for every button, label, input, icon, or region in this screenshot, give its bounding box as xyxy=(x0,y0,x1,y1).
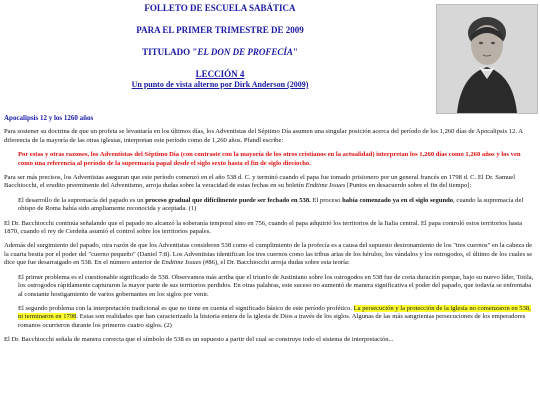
quote-4-text-b: . Estas son realidades que han caracterizado la historia entera de la iglesia de Dios a través de los siglos. Algunas de las más sangrientas persecuciones de los emperadores romanos ocurrieron durante los primeros cuatro siglos. (2) xyxy=(18,313,526,329)
quote-2-text-d: , cuando la supremacía del obispo de Roma había sido ampliamente reconocida y aceptada. (1) xyxy=(18,196,524,213)
portrait-image xyxy=(437,5,537,113)
header-line-2: PARA EL PRIMER TRIMESTRE DE 2009 xyxy=(136,25,304,35)
quote-2-text-c: El proceso xyxy=(310,196,343,204)
paragraph-2-text-b: [Puntos en desacuerdo sobre el fin del tiempo]: xyxy=(345,182,472,190)
quote-pfandl: Por estas y otras razones, los Adventistas del Séptimo Día (con contraste con la mayoría de los otros cristianos en la actualidad) interpretan los 1,260 días como 1,260 años y los ven como una referencia al período de la supremacía papal desde el siglo sexto hasta el fin de siglo dieciocho. xyxy=(18,151,521,167)
document-body xyxy=(4,114,536,351)
quote-bacchiocchi-3 xyxy=(18,305,536,330)
paragraph-2-text-a: Para ser más precisos, los Adventistas aseguran que este período comenzó en el año 538 d. C. y terminó cuando el papa fue tomado prisionero por un general francés en 1798 d. C. El Dr. Samuel Bacchiocchi, el erudito preeminente del Adventismo, arroja dudas sobre la veracidad de estas fechas en su boletín xyxy=(4,174,516,190)
quote-2-text-a: El desarrollo de la supremacía del papado es un xyxy=(18,196,146,204)
portrait-photo xyxy=(436,4,538,114)
header-line-3-suffix: " xyxy=(292,47,298,57)
paragraph-2 xyxy=(4,174,536,191)
quote-4-highlight: La persecución y la protección de la iglesia no comenzaron en 538, ni terminaron en 1798 xyxy=(18,304,531,321)
quote-bacchiocchi-2: El primer problema es el cuestionable significado de 538. Observamos más arriba que el triunfo de Justiniano sobre los ostrogodos en 538 fue de corta duración porque, bajo su nuevo líder, Totila, los ostrogodos rápidamente capturaron la mayor parte de sus territorios perdidos. En otras palabras, este suceso no aumentó de manera significativa el poder del papado, que todavía se enfrentaba al constante hostigamiento de varios gobernantes en los siglos por venir. xyxy=(18,273,534,298)
subtitle-link[interactable]: Un punto de vista alterno por Dirk Anderson (2009) xyxy=(131,80,309,89)
paragraph-5: El Dr. Bacchiocchi señala de manera correcta que el símbolo de 538 es un supuesto a partir del cual se construye todo el sistema de interpretación... xyxy=(4,336,394,344)
paragraph-4-text-a: Además del surgimiento del papado, otra razón de que los Adventistas consideren 538 como el cumplimiento de la profecía es a causa del supuesto destronamiento de los "tres cuernos" en la cabeza de la cuarta bestia por el poder del "cuerno pequeño" (Daniel 7:8). Los Adventistas identifican los tres cuernos como las tribus arias de los hérulos, los vándalos y los ostrogodos, el último de los cuales se dice que fue desarraigado en 538. En el número anterior de xyxy=(4,242,533,267)
lesson-link[interactable]: LECCIÓN 4 xyxy=(195,69,245,79)
header-line-3 xyxy=(0,46,440,58)
header-line-3-title: EL DON DE PROFECÍA xyxy=(197,47,293,57)
header-line-3-prefix: TITULADO " xyxy=(142,47,198,57)
quote-2-bold-1: proceso gradual que difícilmente puede ser fechado en 538. xyxy=(145,196,311,204)
quote-4-text-a: El segundo problema con la interpretación tradicional es que no tiene en cuenta el significado básico de este período profético. xyxy=(18,304,354,312)
paragraph-3: El Dr. Bacchiocchi continúa señalando que el papado no alcanzó la soberanía temporal sino en 756, cuando el papa adquirió los territorios de la Italia central. El papa controló estos territorios hasta 1870, cuando el rey de Cerdeña asumió el control sobre los territorios papales. xyxy=(4,219,523,236)
document-header xyxy=(0,2,440,100)
section-heading: Apocalipsis 12 y los 1260 años xyxy=(4,114,94,122)
quote-bacchiocchi-1 xyxy=(18,197,536,214)
quote-2-bold-2: había comenzado ya en el siglo segundo xyxy=(342,196,454,204)
paragraph-4 xyxy=(4,242,536,267)
paragraph-4-publication: Endtime Issues xyxy=(161,259,202,267)
paragraph-2-publication: Endtime Issues xyxy=(305,182,346,190)
header-line-1: FOLLETO DE ESCUELA SABÁTICA xyxy=(144,3,296,13)
paragraph-4-text-b: (#86), el Dr. Bacchiocchi arroja dudas sobre esta teoría: xyxy=(201,259,350,267)
paragraph-1: Para sostener su doctrina de que un profeta se levantaría en los últimos días, los Adventistas del Séptimo Día asumen una singular posición acerca del período de los 1,260 días de Apocalipsis 12. A diferencia de la mayoría de las otras iglesias, interpretan este período como de 1,260 años. Pfandl escribe: xyxy=(4,128,523,144)
